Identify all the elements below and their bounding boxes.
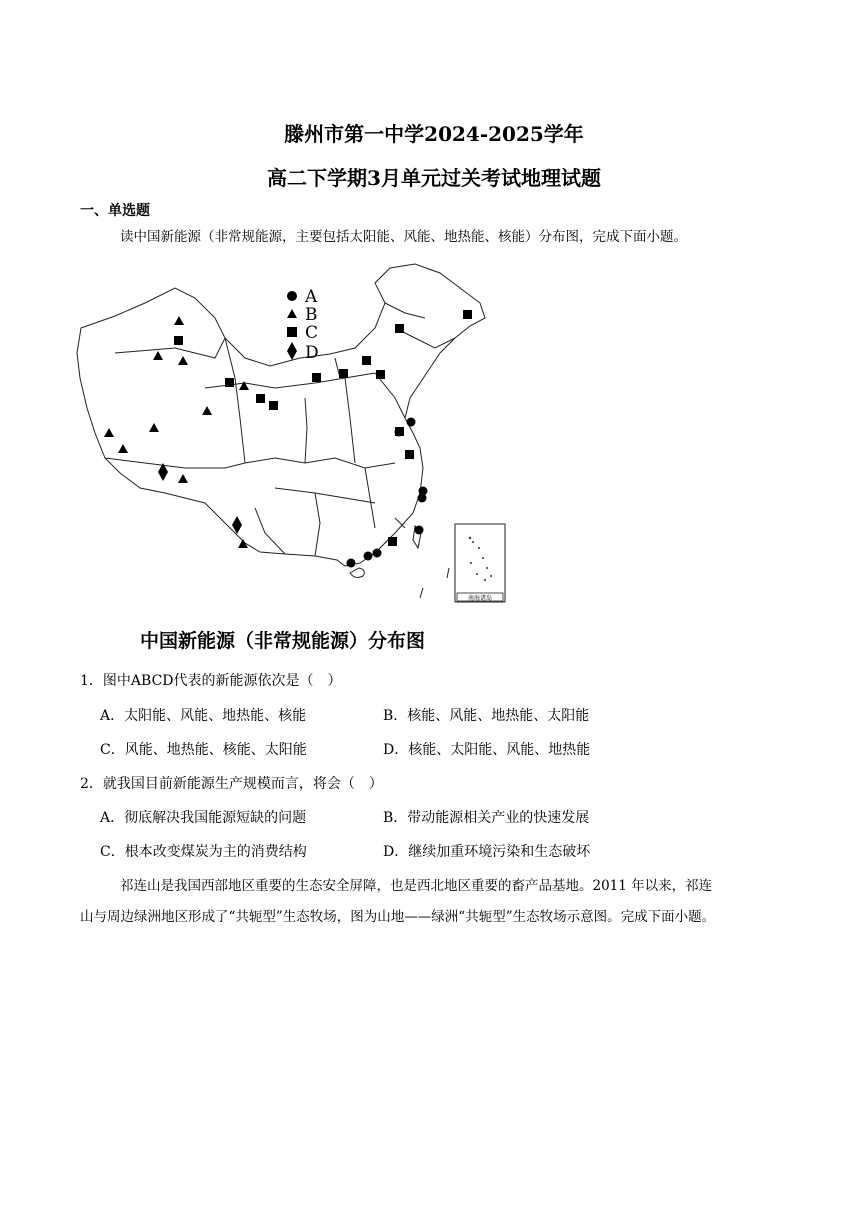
question-2-option-d[interactable]: D．继续加重环境污染和生态破坏	[383, 844, 591, 860]
question-1-stem: 1．图中ABCD代表的新能源依次是（ ）	[80, 673, 342, 689]
map-caption: 中国新能源（非常规能源）分布图	[140, 630, 426, 652]
map-markers-square	[174, 310, 472, 546]
china-outline	[77, 264, 485, 566]
legend-diamond-icon	[287, 342, 297, 360]
inset-frame	[455, 524, 505, 602]
question-1-option-d[interactable]: D．核能、太阳能、风能、地热能	[383, 742, 591, 758]
question-1-option-b[interactable]: B．核能、风能、地热能、太阳能	[383, 708, 590, 724]
question-2-option-b[interactable]: B．带动能源相关产业的快速发展	[383, 810, 590, 826]
map-markers-triangle	[104, 316, 249, 548]
exam-title-line2: 高二下学期3月单元过关考试地理试题	[267, 166, 601, 190]
section-heading: 一、单选题	[80, 203, 150, 219]
passage-line-2: 山与周边绿洲地区形成了“共轭型”生态牧场，图为山地——绿洲“共轭型”生态牧场示意图。完成下面小题。	[80, 909, 716, 925]
legend-square-icon	[287, 327, 297, 337]
map-markers-circle	[347, 418, 428, 568]
exam-title-line1: 滕州市第一中学2024-2025学年	[284, 122, 584, 146]
map-markers-diamond	[158, 463, 242, 534]
question-1-option-a[interactable]: A．太阳能、风能、地热能、核能	[100, 708, 307, 724]
china-energy-map	[75, 258, 525, 608]
question-2-stem: 2．就我国目前新能源生产规模而言，将会（ ）	[80, 776, 383, 792]
legend-label-a: A	[305, 287, 318, 307]
intro-text: 读中国新能源（非常规能源，主要包括太阳能、风能、地热能、核能）分布图，完成下面小题。	[120, 229, 687, 245]
question-1-option-c[interactable]: C．风能、地热能、核能、太阳能	[100, 742, 307, 758]
question-2-option-c[interactable]: C．根本改变煤炭为主的消费结构	[100, 844, 307, 860]
legend-label-d: D	[305, 343, 319, 363]
inset-label: 南海诸岛	[467, 595, 493, 602]
map-legend	[287, 287, 319, 363]
passage-line-1: 祁连山是我国西部地区重要的生态安全屏障，也是西北地区重要的畜产品基地。2011 年以来，祁连	[120, 878, 713, 894]
legend-label-c: C	[305, 323, 319, 343]
legend-triangle-icon	[287, 309, 297, 318]
legend-circle-icon	[287, 291, 297, 301]
legend-label-b: B	[305, 305, 318, 325]
question-2-option-a[interactable]: A．彻底解决我国能源短缺的问题	[100, 810, 307, 826]
